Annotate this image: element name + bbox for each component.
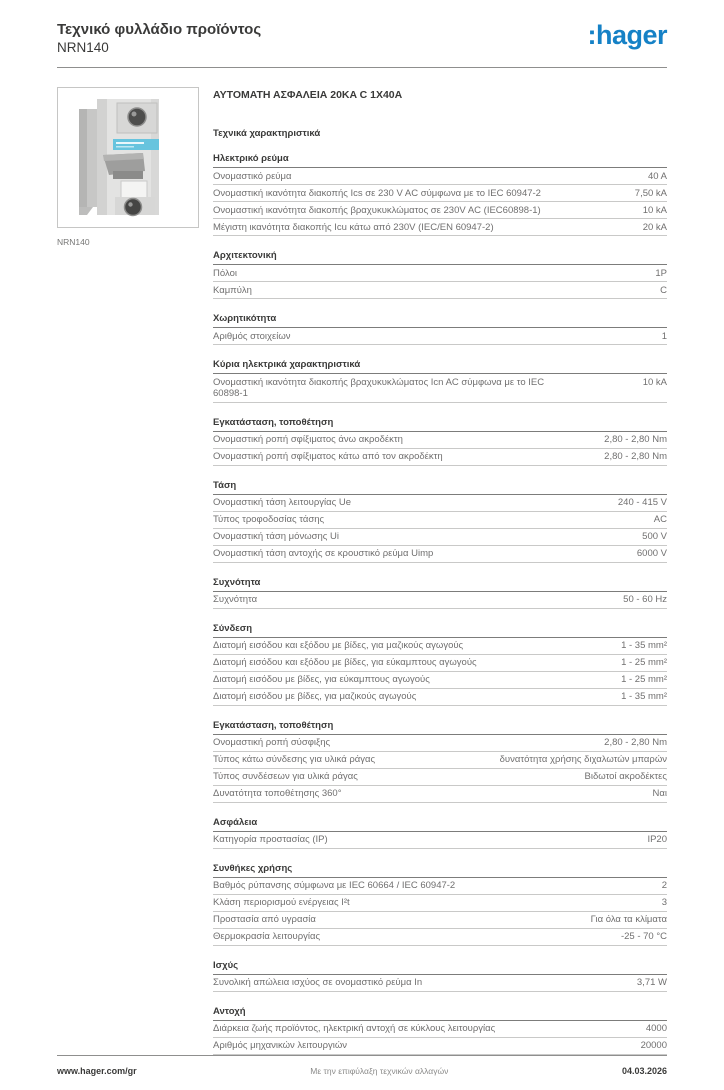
table-row [213, 655, 667, 672]
section-title: Σύνδεση [213, 623, 667, 638]
row-value: 6000 V [636, 548, 667, 559]
page-footer [57, 1055, 667, 1090]
row-value: 1P [655, 267, 667, 279]
section-capacity [213, 313, 667, 345]
row-label: Ονομαστική ικανότητα διακοπής Ics σε 230 V AC σύμφωνα με το IEC 60947-2 [213, 187, 541, 199]
row-label: Πόλοι [213, 267, 237, 279]
row-value: 4000 [645, 1023, 667, 1034]
section-main-electrical [213, 359, 667, 403]
row-label: Διάρκεια ζωής προϊόντος, ηλεκτρική αντοχή σε κύκλους λειτουργίας [213, 1023, 496, 1034]
disclaimer-text: Με την επιφύλαξη τεχνικών αλλαγών [310, 1065, 449, 1076]
table-row [213, 219, 667, 236]
section-installation-mounting-2 [213, 720, 667, 803]
section-title: Ισχύς [213, 960, 667, 975]
row-value: Βιδωτοί ακροδέκτες [584, 771, 667, 782]
row-value: 3,71 W [636, 977, 667, 988]
section-title: Τάση [213, 480, 667, 495]
table-row [213, 592, 667, 609]
section-title: Ηλεκτρικό ρεύμα [213, 153, 667, 168]
section-architecture [213, 250, 667, 299]
characteristics-column [213, 87, 667, 1055]
page-title: Τεχνικό φυλλάδιο προϊόντος [57, 21, 262, 38]
table-row [213, 202, 667, 219]
table-row [213, 895, 667, 912]
section-voltage [213, 480, 667, 563]
table-row [213, 689, 667, 706]
table-row [213, 912, 667, 929]
row-value: 10 kA [642, 376, 667, 388]
row-label: Ονομαστικό ρεύμα [213, 170, 292, 182]
row-label: Δυνατότητα τοποθέτησης 360° [213, 788, 342, 799]
footer-divider [57, 1055, 667, 1056]
row-value: 20000 [640, 1040, 667, 1051]
table-row [213, 832, 667, 849]
table-row [213, 512, 667, 529]
footer-row [57, 1066, 667, 1076]
row-value: 2 [661, 880, 667, 891]
tech-characteristics-heading: Τεχνικά χαρακτηριστικά [213, 128, 321, 139]
row-label: Ονομαστική ροπή σύσφιξης [213, 737, 331, 748]
section-power [213, 960, 667, 992]
row-label: Διατομή εισόδου και εξόδου με βίδες, για εύκαμπτους αγωγούς [213, 657, 477, 668]
table-row [213, 638, 667, 655]
table-row [213, 975, 667, 992]
row-value: C [660, 284, 667, 296]
row-value: 2,80 - 2,80 Nm [604, 434, 667, 445]
page-header [57, 20, 667, 56]
header-divider [57, 67, 667, 68]
section-safety [213, 817, 667, 849]
main-content [57, 87, 667, 1055]
row-label: Βαθμός ρύπανσης σύμφωνα με IEC 60664 / IEC 60947-2 [213, 880, 456, 891]
row-label: Ονομαστική ροπή σφίξιματος κάτω από τον ακροδέκτη [213, 451, 443, 462]
row-value: 1 - 25 mm² [621, 674, 667, 685]
row-value: 1 [661, 330, 667, 342]
section-title: Συχνότητα [213, 577, 667, 592]
row-label: Ονομαστική ικανότητα διακοπής βραχυκυκλώματος σε 230V AC (IEC60898-1) [213, 204, 541, 216]
row-label: Προστασία από υγρασία [213, 914, 316, 925]
table-row [213, 432, 667, 449]
row-value: 10 kA [642, 204, 667, 216]
table-row [213, 185, 667, 202]
table-row [213, 529, 667, 546]
row-value: 2,80 - 2,80 Nm [604, 451, 667, 462]
section-title: Αρχιτεκτονική [213, 250, 667, 265]
section-frequency [213, 577, 667, 609]
table-row [213, 495, 667, 512]
product-reference: NRN140 [57, 40, 109, 55]
table-row [213, 282, 667, 299]
row-label: Συνολική απώλεια ισχύος σε ονομαστικό ρεύμα In [213, 977, 423, 988]
date-text: 04.03.2026 [621, 1065, 667, 1076]
table-row [213, 735, 667, 752]
row-value: 1 - 35 mm² [621, 640, 667, 651]
row-value: Ναι [652, 788, 667, 799]
row-label: Τύπος κάτω σύνδεσης για υλικά ράγας [213, 754, 376, 765]
row-value: -25 - 70 °C [620, 931, 667, 942]
row-label: Κλάση περιορισμού ενέργειας I²t [213, 897, 350, 908]
row-value: 2,80 - 2,80 Nm [604, 737, 667, 748]
row-label: Τύπος τροφοδοσίας τάσης [213, 514, 325, 525]
row-value: δυνατότητα χρήσης διχαλωτών μπαρών [499, 754, 667, 765]
section-installation-mounting-1 [213, 417, 667, 466]
table-row [213, 786, 667, 803]
row-value: 240 - 415 V [617, 497, 667, 508]
row-label: Ονομαστική τάση λειτουργίας Ue [213, 497, 351, 508]
table-row [213, 878, 667, 895]
circuit-breaker-image [69, 95, 187, 220]
table-row [213, 374, 667, 403]
section-durability [213, 1006, 667, 1055]
table-row [213, 1021, 667, 1038]
row-value: 3 [661, 897, 667, 908]
row-value: 7,50 kA [634, 187, 667, 199]
table-row [213, 752, 667, 769]
row-value: AC [653, 514, 667, 525]
table-row [213, 328, 667, 345]
table-row [213, 929, 667, 946]
row-label: Μέγιστη ικανότητα διακοπής Icu κάτω από 230V (IEC/EN 60947-2) [213, 221, 494, 233]
product-image-frame [57, 87, 199, 228]
row-value: Για όλα τα κλίματα [590, 914, 667, 925]
row-value: 500 V [642, 531, 667, 542]
section-title: Χωρητικότητα [213, 313, 667, 328]
hager-logo: :hager [587, 20, 667, 50]
table-row [213, 449, 667, 466]
product-title: ΑΥΤΟΜΑΤΗ ΑΣΦΑΛΕΙΑ 20KA C 1X40A [213, 89, 403, 101]
row-label: Συχνότητα [213, 594, 258, 605]
table-row [213, 1038, 667, 1055]
row-value: 1 - 35 mm² [621, 691, 667, 702]
row-label: Ονομαστική ικανότητα διακοπής βραχυκυκλώματος Icn AC σύμφωνα με το IEC 60898-1 [213, 376, 545, 399]
row-label: Ονομαστική τάση αντοχής σε κρουστικό ρεύμα Uimp [213, 548, 434, 559]
row-label: Διατομή εισόδου και εξόδου με βίδες, για μαζικούς αγωγούς [213, 640, 464, 651]
table-row [213, 769, 667, 786]
row-value: 50 - 60 Hz [623, 594, 667, 605]
row-value: IP20 [647, 834, 667, 845]
product-image-caption: NRN140 [57, 237, 90, 247]
section-title: Εγκατάσταση, τοποθέτηση [213, 720, 667, 735]
row-value: 1 - 25 mm² [621, 657, 667, 668]
section-title: Κύρια ηλεκτρικά χαρακτηριστικά [213, 359, 667, 374]
row-value: 40 A [647, 170, 667, 182]
table-row [213, 672, 667, 689]
row-label: Αριθμός μηχανικών λειτουργιών [213, 1040, 348, 1051]
row-label: Ονομαστική τάση μόνωσης Ui [213, 531, 339, 542]
section-title: Αντοχή [213, 1006, 667, 1021]
table-row [213, 168, 667, 185]
row-label: Διατομή εισόδου με βίδες, για εύκαμπτους αγωγούς [213, 674, 430, 685]
header-title-block [57, 20, 261, 56]
section-title: Εγκατάσταση, τοποθέτηση [213, 417, 667, 432]
section-connection [213, 623, 667, 706]
section-title: Ασφάλεια [213, 817, 667, 832]
section-usage-conditions [213, 863, 667, 946]
website-link[interactable]: www.hager.com/gr [57, 1065, 137, 1076]
row-value: 20 kA [642, 221, 667, 233]
section-title: Συνθήκες χρήσης [213, 863, 667, 878]
row-label: Διατομή εισόδου με βίδες, για μαζικούς αγωγούς [213, 691, 417, 702]
section-electric-current [213, 153, 667, 236]
row-label: Καμπύλη [213, 284, 252, 296]
table-row [213, 546, 667, 563]
table-row [213, 265, 667, 282]
product-image-column [57, 87, 199, 1055]
row-label: Κατηγορία προστασίας (IP) [213, 834, 328, 845]
row-label: Ονομαστική ροπή σφίξιματος άνω ακροδέκτη [213, 434, 403, 445]
row-label: Αριθμός στοιχείων [213, 330, 291, 342]
row-label: Τύπος συνδέσεων για υλικά ράγας [213, 771, 358, 782]
row-label: Θερμοκρασία λειτουργίας [213, 931, 321, 942]
